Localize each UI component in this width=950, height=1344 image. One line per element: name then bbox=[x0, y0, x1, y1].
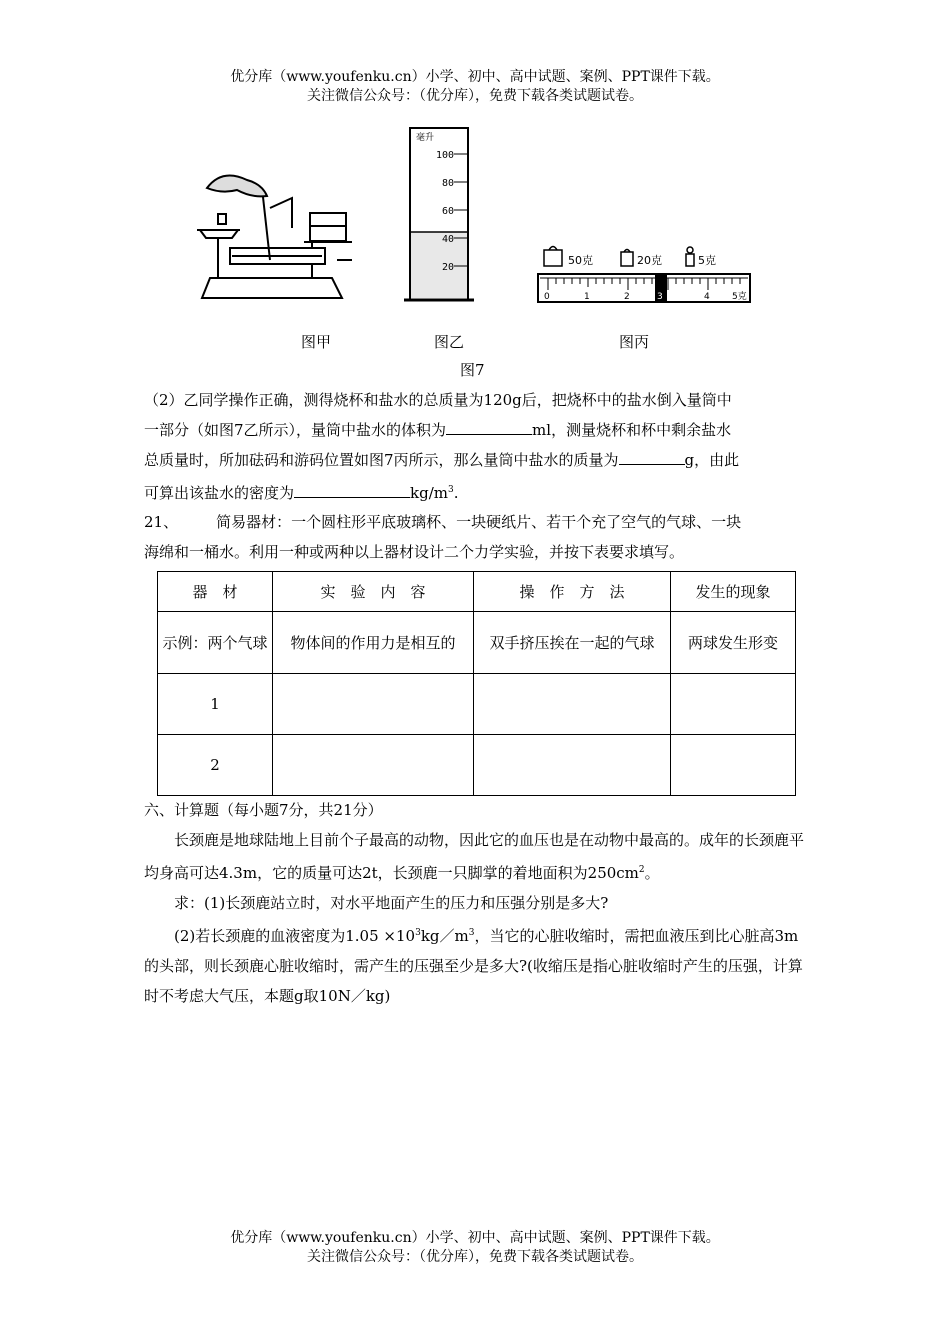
q20-line4-sup: 3 bbox=[447, 485, 454, 495]
q21-line1 bbox=[144, 507, 809, 537]
q21-line1-text: 简易器材：一个圆柱形平底玻璃杯、一块硬纸片、若干个充了空气的气球、一块 bbox=[216, 513, 742, 531]
th-content: 实 验 内 容 bbox=[273, 572, 474, 612]
q20-line3a: 总质量时，所加砝码和游码位置如图7丙所示，那么量筒中盐水的质量为 bbox=[144, 451, 619, 469]
q2-sup-2: 3 bbox=[468, 928, 475, 938]
giraffe-paragraph bbox=[144, 825, 809, 888]
rider-tick-0: 0 bbox=[544, 292, 550, 302]
weight-50g-label: 50克 bbox=[568, 254, 593, 267]
section-six bbox=[144, 795, 809, 1011]
q20-line4a: 可算出该盐水的密度为 bbox=[144, 484, 295, 502]
rider-tick-3: 3 bbox=[657, 292, 663, 302]
example-phenomenon: 两球发生形变 bbox=[671, 612, 796, 674]
example-method: 双手挤压挨在一起的气球 bbox=[474, 612, 671, 674]
giraffe-sup: 2 bbox=[638, 865, 645, 875]
weight-5g-label: 5克 bbox=[698, 254, 716, 267]
q20-line3 bbox=[144, 445, 809, 475]
footer-line-2: 关注微信公众号：（优分库），免费下载各类试题试卷。 bbox=[307, 1249, 643, 1265]
table-row-1 bbox=[158, 674, 796, 735]
q21-line2: 海绵和一桶水。利用一种或两种以上器材设计二个力学实验，并按下表要求填写。 bbox=[144, 543, 685, 561]
density-answer-blank[interactable] bbox=[294, 481, 410, 498]
q20-line4d: . bbox=[453, 484, 459, 502]
row1-number: 1 bbox=[158, 674, 273, 735]
caption-c: 图丙 bbox=[619, 333, 650, 351]
q20-line2 bbox=[144, 415, 809, 445]
rider-tick-5: 5克 bbox=[732, 292, 747, 302]
figure-title: 图7 bbox=[460, 361, 485, 379]
th-method: 操 作 方 法 bbox=[474, 572, 671, 612]
header-line-1: 优分库（www.youfenku.cn）小学、初中、高中试题、案例、PPT课件下载。 bbox=[230, 69, 720, 85]
rider-tick-4: 4 bbox=[704, 292, 710, 302]
q21 bbox=[144, 507, 809, 567]
table-row-example bbox=[158, 612, 796, 674]
rider-tick-2: 2 bbox=[624, 292, 630, 302]
q20-part2 bbox=[144, 385, 809, 508]
row2-phenomenon-cell[interactable] bbox=[671, 735, 796, 796]
experiment-table bbox=[157, 571, 796, 796]
cylinder-tick-20: 20 bbox=[441, 262, 454, 273]
mass-answer-blank[interactable] bbox=[619, 448, 685, 465]
example-equipment: 示例：两个气球 bbox=[158, 612, 273, 674]
q2-text-b: kg／m bbox=[420, 927, 469, 945]
row2-method-cell[interactable] bbox=[474, 735, 671, 796]
section-six-title: 六、计算题（每小题7分，共21分） bbox=[144, 801, 383, 819]
cylinder-tick-60: 60 bbox=[441, 206, 454, 217]
weights-rider-figure bbox=[536, 240, 756, 306]
q21-number: 21、 bbox=[144, 513, 179, 531]
th-phenomenon: 发生的现象 bbox=[671, 572, 796, 612]
row1-phenomenon-cell[interactable] bbox=[671, 674, 796, 735]
footer-line-1: 优分库（www.youfenku.cn）小学、初中、高中试题、案例、PPT课件下载。 bbox=[230, 1230, 720, 1246]
caption-a: 图甲 bbox=[301, 333, 332, 351]
q20-line4 bbox=[144, 475, 809, 508]
row2-content-cell[interactable] bbox=[273, 735, 474, 796]
q20-line2a: 一部分（如图7乙所示），量筒中盐水的体积为 bbox=[144, 421, 447, 439]
q20-line4b: kg/m bbox=[410, 484, 448, 502]
table-header-row bbox=[158, 572, 796, 612]
volume-answer-blank[interactable] bbox=[446, 418, 532, 435]
row1-method-cell[interactable] bbox=[474, 674, 671, 735]
q2-sup-1: 3 bbox=[415, 928, 421, 938]
row2-number: 2 bbox=[158, 735, 273, 796]
measuring-cylinder-figure bbox=[404, 126, 476, 304]
q2-text-c: ，当它的心脏收缩时，需把血液压到比心脏高3m的头部，则长颈鹿心脏收缩时，需产生的压强至少是多大?(收缩压是指心脏收缩时产生的压强，计算时不考虑大气压，本题g取10N／kg) bbox=[144, 927, 803, 1005]
th-equipment: 器 材 bbox=[158, 572, 273, 612]
rider-tick-1: 1 bbox=[584, 292, 590, 302]
giraffe-text: 长颈鹿是地球陆地上目前个子最高的动物，因此它的血压也是在动物中最高的。成年的长颈鹿平均身高可达4.3m，它的质量可达2t，长颈鹿一只脚掌的着地面积为250cm bbox=[144, 831, 805, 882]
cylinder-unit-label: 毫升 bbox=[416, 133, 435, 143]
q20-line2b: ml，测量烧杯和杯中剩余盐水 bbox=[532, 421, 732, 439]
q20-line1: （2）乙同学操作正确，测得烧杯和盐水的总质量为120g后，把烧杯中的盐水倒入量筒中 bbox=[144, 391, 732, 409]
q20-line3b: g，由此 bbox=[684, 451, 740, 469]
weight-20g-label: 20克 bbox=[637, 254, 662, 267]
question-2 bbox=[144, 918, 809, 1011]
balance-figure bbox=[192, 168, 357, 303]
table-row-2 bbox=[158, 735, 796, 796]
caption-b: 图乙 bbox=[434, 333, 465, 351]
cylinder-tick-100: 100 bbox=[435, 150, 454, 161]
header-line-2: 关注微信公众号：（优分库），免费下载各类试题试卷。 bbox=[307, 88, 643, 104]
row1-content-cell[interactable] bbox=[273, 674, 474, 735]
giraffe-end: 。 bbox=[644, 864, 660, 882]
question-1: 求：(1)长颈鹿站立时，对水平地面产生的压力和压强分别是多大? bbox=[174, 894, 609, 912]
example-content: 物体间的作用力是相互的 bbox=[273, 612, 474, 674]
q2-text-a: (2)若长颈鹿的血液密度为1.05 ×10 bbox=[174, 927, 416, 945]
cylinder-tick-80: 80 bbox=[441, 178, 454, 189]
cylinder-tick-40: 40 bbox=[441, 234, 454, 245]
